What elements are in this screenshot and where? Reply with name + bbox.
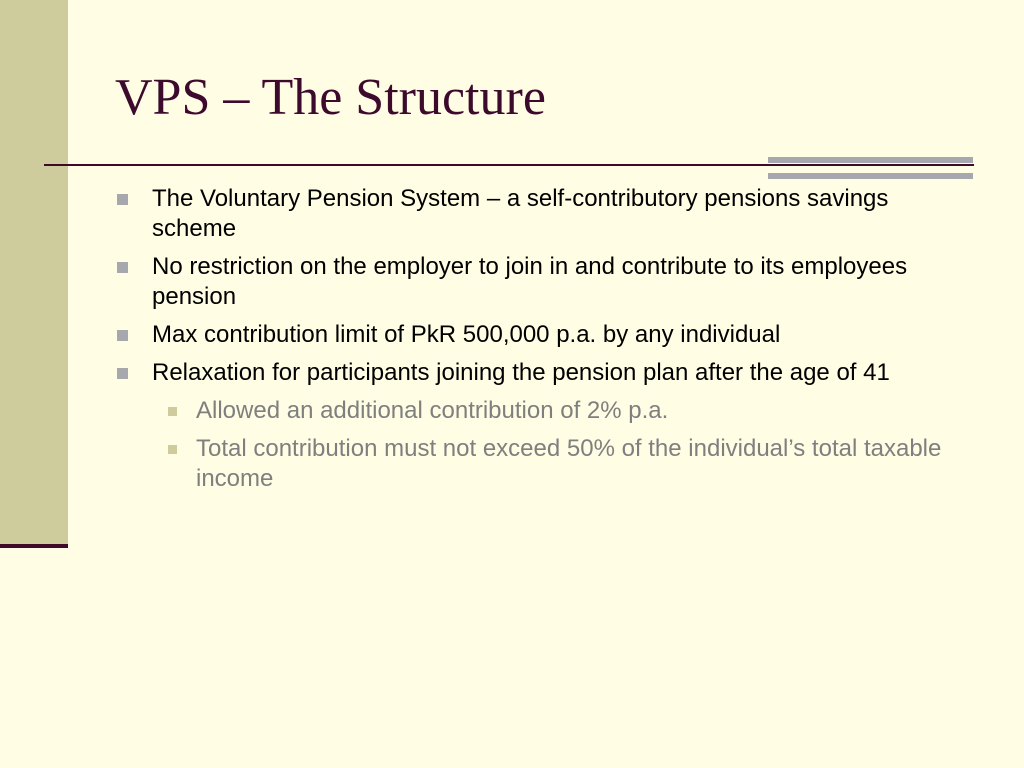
title-divider [44,164,974,166]
side-band-rule [0,544,68,548]
bullet-text: Max contribution limit of PkR 500,000 p.a. by any individual [152,321,781,348]
square-sub-bullet-icon [168,445,177,454]
bullet-text: No restriction on the employer to join in and contribute to its employees pension [152,253,908,310]
square-sub-bullet-icon [168,407,177,416]
bullet-text: The Voluntary Pension System – a self-contributory pensions savings scheme [152,185,889,242]
square-bullet-icon [117,262,128,273]
bullet-item [112,320,972,350]
sub-bullet-item [112,396,972,426]
slide-title: VPS – The Structure [115,69,546,126]
sub-bullet-text: Allowed an additional contribution of 2% p.a. [196,397,669,424]
bullet-item [112,358,972,388]
side-band [0,0,68,545]
accent-bar-bottom [768,173,973,179]
square-bullet-icon [117,330,128,341]
slide-body [112,184,972,502]
sub-bullet-text: Total contribution must not exceed 50% of the individual’s total taxable income [196,435,942,492]
bullet-item [112,252,972,312]
sub-bullet-item [112,434,972,494]
accent-bar-top [768,157,973,163]
square-bullet-icon [117,368,128,379]
bullet-item [112,184,972,244]
square-bullet-icon [117,194,128,205]
bullet-text: Relaxation for participants joining the pension plan after the age of 41 [152,359,890,386]
